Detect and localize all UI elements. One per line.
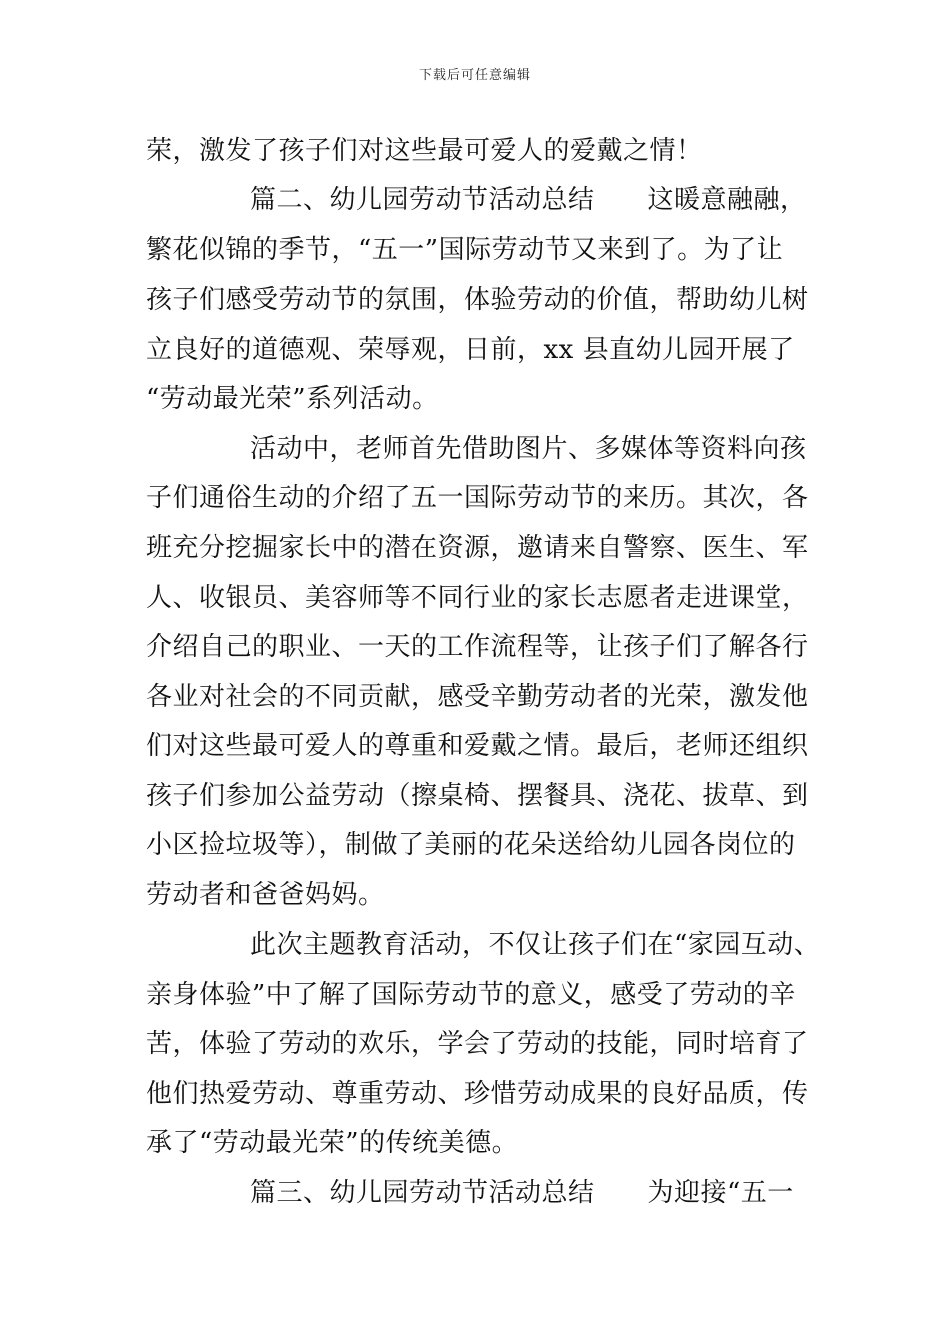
text-line: 孩子们感受劳动节的氛围，体验劳动的价值，帮助幼儿树 [146,285,809,315]
text-line: “劳动最光荣”系列活动。 [146,384,439,414]
paragraph-start-line: 活动中，老师首先借助图片、多媒体等资料向孩 [250,434,807,464]
text-line: 孩子们参加公益劳动（擦桌椅、摆餐具、浇花、拔草、到 [146,781,809,811]
text-line: 劳动者和爸爸妈妈。 [146,880,385,910]
text-line: 他们热爱劳动、尊重劳动、珍惜劳动成果的良好品质，传 [146,1079,809,1109]
text-line: 繁花似锦的季节，“五一”国际劳动节又来到了。为了让 [146,235,784,265]
text-line: 立良好的道德观、荣辱观，日前，xx 县直幼儿园开展了 [146,335,795,365]
section-heading-line: 篇三、幼儿园劳动节活动总结 为迎接“五一 [250,1178,794,1208]
text-line: 人、收银员、美容师等不同行业的家长志愿者走进课堂， [146,583,809,613]
section-heading-line: 篇二、幼儿园劳动节活动总结 这暖意融融， [250,185,807,215]
text-line: 子们通俗生动的介绍了五一国际劳动节的来历。其次，各 [146,483,809,513]
text-line: 各业对社会的不同贡献，感受辛勤劳动者的光荣，激发他 [146,682,809,712]
text-line: 荣，激发了孩子们对这些最可爱人的爱戴之情！ [146,136,703,166]
text-line: 们对这些最可爱人的尊重和爱戴之情。最后，老师还组织 [146,731,809,761]
text-line: 亲身体验”中了解了国际劳动节的意义，感受了劳动的辛 [146,980,796,1010]
text-line: 苦，体验了劳动的欢乐，学会了劳动的技能，同时培育了 [146,1029,809,1059]
text-line: 班充分挖掘家长中的潜在资源，邀请来自警察、医生、军 [146,533,809,563]
text-line: 承了“劳动最光荣”的传统美德。 [146,1128,519,1158]
text-line: 介绍自己的职业、一天的工作流程等，让孩子们了解各行 [146,632,809,662]
paragraph-start-line: 此次主题教育活动，不仅让孩子们在“家园互动、 [250,930,821,960]
page-header: 下载后可任意编辑 [418,68,531,83]
text-line: 小区捡垃圾等），制做了美丽的花朵送给幼儿园各岗位的 [146,830,796,860]
